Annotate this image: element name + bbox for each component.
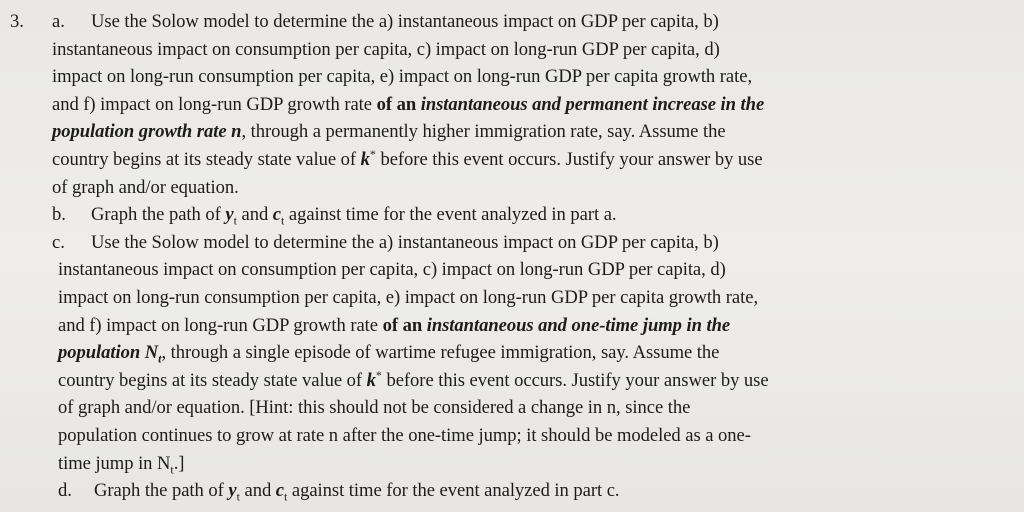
item-c-line-4-text: and f) impact on long-run GDP growth rate (58, 314, 383, 336)
k-star-symbol: k (360, 148, 370, 170)
c-subscript: t (284, 489, 288, 504)
item-d-text-end: against time for the event analyzed in part c. (287, 480, 620, 502)
item-a-line-4-text: and f) impact on long-run GDP growth rate (52, 93, 377, 115)
question-3 (10, 8, 1024, 505)
item-c-line-7: of graph and/or equation. [Hint: this should not be considered a change in n, since the (58, 397, 691, 419)
item-a-line-2: instantaneous impact on consumption per capita, c) impact on long-run GDP per capita, d) (52, 38, 720, 60)
item-c-line-4-bold: of an (382, 314, 427, 336)
item-c-line-8: population continues to grow at rate n after the one-time jump; it should be modeled as a one- (58, 424, 751, 446)
c-symbol: c (275, 480, 284, 502)
item-a-line-5-text: , through a permanently higher immigration rate, say. Assume the (241, 121, 726, 143)
item-c-marker: c. (52, 231, 65, 253)
item-a-line-1: Use the Solow model to determine the a) instantaneous impact on GDP per capita, b) (91, 11, 719, 32)
item-b-line-1 (52, 201, 1024, 229)
item-d-marker: d. (58, 480, 72, 502)
item-b (52, 201, 1024, 229)
c-symbol: c (272, 204, 281, 226)
item-d-text-and: and (239, 480, 276, 502)
item-a-line-6-text-end: before this event occurs. Justify your answer by use (375, 148, 763, 170)
item-d-text: Graph the path of (94, 480, 229, 502)
item-c-line-9 (52, 450, 1024, 478)
item-c-line-6-text: country begins at its steady state value of (58, 369, 367, 391)
item-c-line-9-text: time jump in N (58, 452, 171, 474)
item-c (52, 229, 1024, 477)
item-c-line-1: Use the Solow model to determine the a) instantaneous impact on GDP per capita, b) (91, 231, 719, 253)
item-c-line-3: impact on long-run consumption per capita, e) impact on long-run GDP per capita growth rate, (58, 286, 759, 308)
nt-subscript: t (170, 462, 174, 477)
item-c-line-6-text-end: before this event occurs. Justify your answer by use (381, 369, 769, 391)
item-b-marker: b. (52, 204, 66, 226)
item-c-line-4-emphasis: instantaneous and one-time jump in the (426, 314, 731, 336)
item-a-line-5 (52, 118, 1024, 146)
item-a-line-5-emphasis: population growth rate n (52, 121, 242, 143)
item-a (52, 8, 1024, 201)
item-c-line-2: instantaneous impact on consumption per capita, c) impact on long-run GDP per capita, d) (58, 259, 726, 281)
y-subscript: t (233, 213, 237, 228)
item-a-line-7: of graph and/or equation. (52, 176, 239, 198)
c-subscript: t (281, 213, 285, 228)
y-symbol: y (225, 204, 234, 226)
item-b-text-end: against time for the event analyzed in part a. (284, 204, 617, 226)
n-subscript: t (158, 351, 162, 366)
item-c-line-5 (52, 339, 1024, 367)
item-a-line-4 (52, 91, 1024, 119)
item-d (52, 477, 1024, 505)
k-star-superscript: * (369, 146, 376, 161)
k-star-superscript: * (375, 367, 382, 382)
item-b-text-and: and (236, 204, 273, 226)
item-c-line-6 (52, 367, 1024, 395)
item-a-marker: a. (52, 11, 65, 32)
question-number: 3. (10, 11, 24, 32)
item-a-line-3: impact on long-run consumption per capita, e) impact on long-run GDP per capita growth rate, (52, 66, 753, 88)
item-a-line-4-emphasis: instantaneous and permanent increase in the (420, 93, 765, 115)
item-b-text: Graph the path of (91, 204, 226, 226)
item-d-line-1 (52, 477, 1024, 505)
item-c-line-5-emphasis: population N (58, 342, 159, 364)
item-a-line-6 (52, 146, 1024, 174)
item-c-line-4 (52, 312, 1024, 340)
item-a-line-4-bold: of an (376, 93, 421, 115)
item-c-line-5-text: , through a single episode of wartime refugee immigration, say. Assume the (161, 342, 720, 364)
item-c-line-9-end: .] (173, 452, 185, 474)
item-a-line-6-text: country begins at its steady state value of (52, 148, 361, 170)
k-star-symbol: k (366, 369, 376, 391)
y-subscript: t (236, 489, 240, 504)
y-symbol: y (228, 480, 237, 502)
